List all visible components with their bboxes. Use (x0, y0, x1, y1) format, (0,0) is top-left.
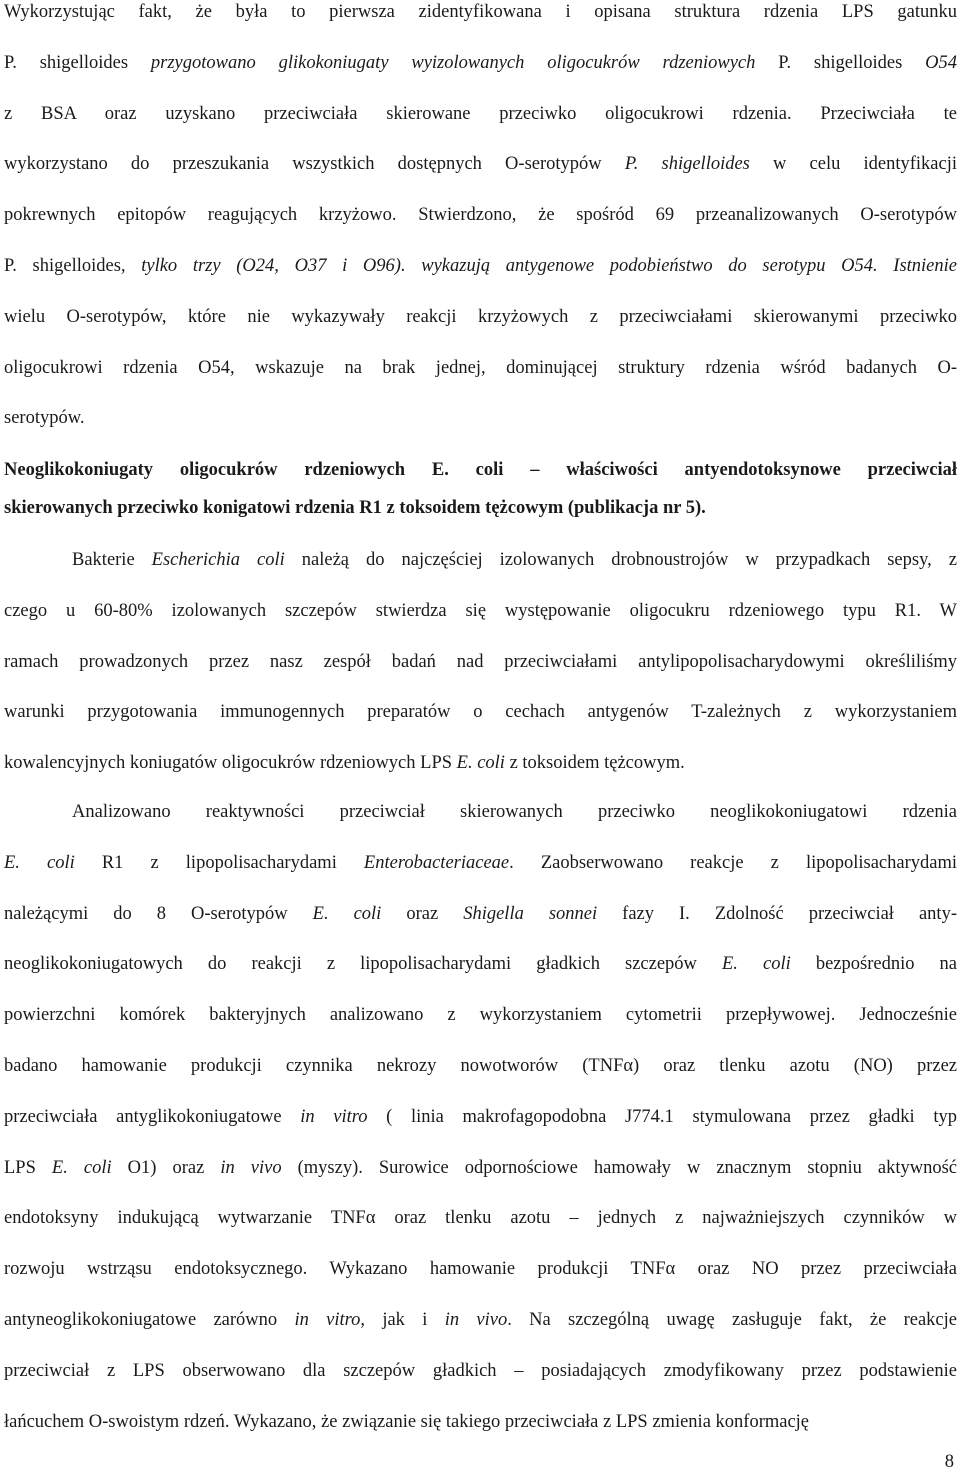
italic-term: E. coli (4, 852, 75, 873)
text-segment: należącymi do 8 O-serotypów (4, 903, 313, 924)
text-line: Wykorzystując fakt, że była to pierwsza zidentyfikowana i opisana struktura rdzenia LPS gatunku (4, 2, 957, 22)
text-segment: P. shigelloides (4, 255, 121, 276)
text-line: Analizowano reaktywności przeciwciał skierowanych przeciwko neoglikokoniugatowi rdzenia (72, 802, 957, 822)
italic-term: in vivo (220, 1157, 282, 1178)
text-line (4, 1308, 957, 1359)
text-line (4, 152, 957, 203)
text-line: łańcuchem O-swoistym rdzeń. Wykazano, że związanie się takiego przeciwciała z LPS zmienia konformację (4, 1411, 810, 1432)
text-line: wielu O-serotypów, które nie wykazywały reakcji krzyżowych z przeciwciałami skierowanymi przeciwko (4, 306, 957, 327)
text-line (4, 902, 957, 953)
italic-term: Enterobacteriaceae (363, 852, 510, 873)
text-segment: neoglikokoniugatowych do reakcji z lipopolisacharydami gładkich szczepów (4, 954, 722, 975)
text-segment: bezpośrednio na (790, 954, 957, 975)
italic-term: O54 (902, 52, 957, 73)
text-line: endotoksyny indukującą wytwarzanie TNFα oraz tlenku azotu – jednych z najważniejszych czynników w (4, 1208, 957, 1229)
text-segment: ( linia makrofagopodobna J774.1 stymulowana przez gładki typ (367, 1106, 957, 1127)
paragraph-3 (4, 800, 957, 1460)
text-line: czego u 60-80% izolowanych szczepów stwierdza się występowanie oligocukru rdzeniowego typu R1. W (4, 600, 957, 621)
text-segment: . Na szczególną uwagę zasługuje fakt, że reakcje (507, 1309, 957, 1330)
heading-line-1: Neoglikokoniugaty oligocukrów rdzeniowych E. coli – właściwości antyendotoksynowe przeciwciał (4, 460, 957, 480)
text-segment: (myszy). Surowice odpornościowe hamowały w znacznym stopniu aktywność (281, 1157, 957, 1178)
text-segment: , jak i (360, 1309, 445, 1330)
paragraph-1 (4, 0, 957, 457)
text-line (4, 751, 957, 802)
text-line: przeciwciał z LPS obserwowano dla szczepów gładkich – posiadających zmodyfikowany przez podstawienie (4, 1360, 957, 1381)
text-segment: Bakterie (72, 550, 152, 570)
italic-term: przygotowano glikokoniugaty wyizolowanych oligocukrów rdzeniowych (128, 52, 779, 73)
text-line: serotypów. (4, 408, 85, 429)
text-line (4, 254, 957, 305)
italic-term: , tylko trzy (O24, O37 i O96). wykazują antygenowe podobieństwo do serotypu O54. Istnienie (120, 255, 957, 276)
italic-term: Shigella sonnei (463, 903, 598, 924)
text-line (4, 548, 957, 599)
text-segment: w celu identyfikacji (749, 154, 958, 175)
page-number: 8 (944, 1452, 954, 1472)
text-segment: antyneoglikokoniugatowe zarówno (4, 1309, 295, 1330)
text-segment: należą do najczęściej izolowanych drobnoustrojów w przypadkach sepsy, z (284, 550, 957, 570)
text-line (4, 1105, 957, 1156)
text-segment: fazy I. Zdolność przeciwciał anty- (597, 903, 957, 924)
text-segment: z toksoidem tężcowym. (504, 753, 685, 774)
text-segment: LPS (4, 1157, 52, 1178)
text-line: oligocukrowi rdzenia O54, wskazuje na brak jednej, dominującej struktury rdzenia wśród badanych O- (4, 357, 957, 378)
text-line: warunki przygotowania immunogennych preparatów o cechach antygenów T-zależnych z wykorzystaniem (4, 702, 957, 723)
text-segment: . Zaobserwowano reakcje z lipopolisacharydami (509, 852, 957, 873)
italic-term: E. coli (51, 1157, 112, 1178)
text-segment: oraz (381, 903, 464, 924)
text-segment: kowalencyjnych koniugatów oligocukrów rdzeniowych LPS (4, 753, 457, 774)
italic-term: Escherichia coli (151, 550, 285, 570)
text-line (4, 952, 957, 1003)
text-line: z BSA oraz uzyskano przeciwciała skierowane przeciwko oligocukrowi rdzenia. Przeciwciała te (4, 103, 957, 124)
text-line: badano hamowanie produkcji czynnika nekrozy nowotworów (TNFα) oraz tlenku azotu (NO) przez (4, 1055, 957, 1076)
section-heading (4, 458, 957, 546)
text-segment: P. shigelloides (4, 52, 129, 73)
text-line (4, 51, 957, 102)
heading-line-2: skierowanych przeciwko konigatowi rdzenia R1 z toksoidem tężcowym (publikacja nr 5). (4, 498, 706, 518)
italic-term: in vivo (444, 1309, 508, 1330)
text-segment: przeciwciała antyglikokoniugatowe (4, 1106, 301, 1127)
text-line: powierzchni komórek bakteryjnych analizowano z wykorzystaniem cytometrii przepływowej. Jednocześnie (4, 1005, 957, 1026)
italic-term: E. coli (456, 753, 505, 774)
text-line (4, 851, 957, 902)
text-segment: O1) oraz (111, 1157, 221, 1178)
italic-term: E. coli (312, 903, 382, 924)
italic-term: P. shigelloides (624, 154, 750, 175)
text-segment: P. shigelloides (778, 52, 903, 73)
italic-term: in vitro (300, 1106, 368, 1127)
text-line: ramach prowadzonych przez nasz zespół badań nad przeciwciałami antylipopolisacharydowymi określiliśmy (4, 651, 957, 672)
text-segment: R1 z lipopolisacharydami (74, 852, 364, 873)
text-segment: wykorzystano do przeszukania wszystkich dostępnych O-serotypów (4, 154, 625, 175)
italic-term: in vitro (294, 1309, 361, 1330)
paragraph-2 (4, 548, 957, 802)
text-line (4, 1156, 957, 1207)
text-line: pokrewnych epitopów reagujących krzyżowo. Stwierdzono, że spośród 69 przeanalizowanych O-serotypów (4, 205, 957, 226)
italic-term: E. coli (722, 954, 791, 975)
text-line: rozwoju wstrząsu endotoksycznego. Wykazano hamowanie produkcji TNFα oraz NO przez przeciwciała (4, 1259, 957, 1280)
